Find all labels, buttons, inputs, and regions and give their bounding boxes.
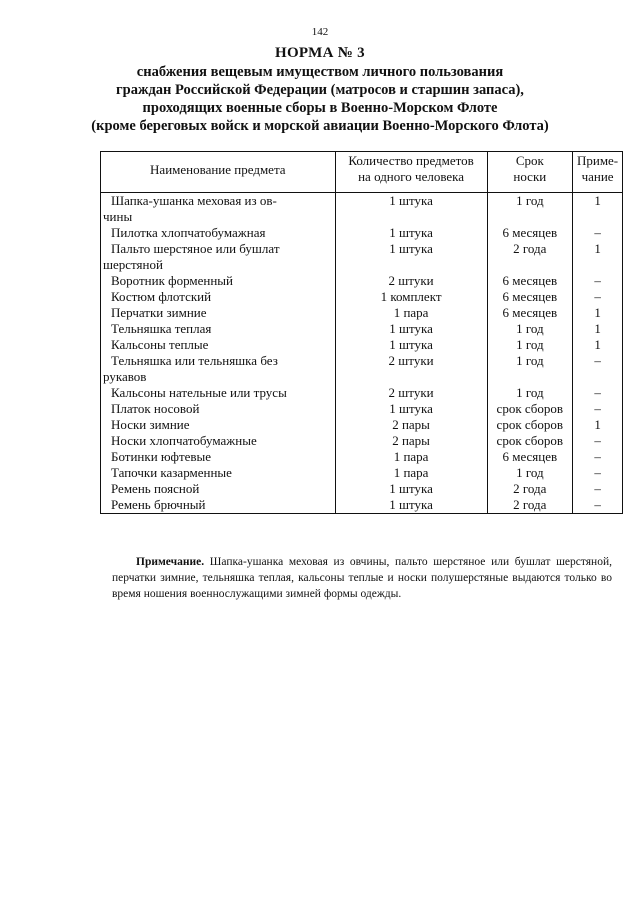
cell-wear-term: 6 месяцев bbox=[487, 289, 573, 305]
cell-wear-term: срок сборов bbox=[487, 401, 573, 417]
footnote bbox=[112, 554, 612, 602]
cell-quantity: 2 пары bbox=[335, 417, 487, 433]
cell-item-name bbox=[101, 225, 336, 241]
cell-remark: 1 bbox=[573, 417, 623, 433]
cell-item-name bbox=[101, 401, 336, 417]
table-row bbox=[101, 449, 623, 465]
cell-wear-term: 1 год bbox=[487, 337, 573, 353]
header-item-name bbox=[101, 152, 336, 193]
item-name-line1: Кальсоны теплые bbox=[111, 337, 209, 352]
cell-item-name bbox=[101, 193, 336, 226]
cell-wear-term: 6 месяцев bbox=[487, 273, 573, 289]
table-row bbox=[101, 273, 623, 289]
footnote-text: Шапка-ушанка меховая из овчины, пальто шерстяное или бушлат шерстяной, перчатки зимние, тельняшка теплая, кальсоны теплые и носки полушерстяные выдаются только во время ношения военнослужащими зимней формы одежды. bbox=[112, 556, 612, 600]
cell-quantity: 2 штуки bbox=[335, 273, 487, 289]
cell-quantity: 2 штуки bbox=[335, 353, 487, 385]
cell-quantity: 1 штука bbox=[335, 401, 487, 417]
cell-item-name bbox=[101, 449, 336, 465]
table-row bbox=[101, 497, 623, 514]
cell-remark: – bbox=[573, 481, 623, 497]
cell-wear-term: срок сборов bbox=[487, 433, 573, 449]
document-title bbox=[0, 44, 640, 135]
cell-wear-term: 2 года bbox=[487, 497, 573, 514]
table-row bbox=[101, 337, 623, 353]
cell-item-name bbox=[101, 305, 336, 321]
cell-remark: 1 bbox=[573, 241, 623, 273]
table-row bbox=[101, 289, 623, 305]
cell-item-name bbox=[101, 417, 336, 433]
cell-remark: 1 bbox=[573, 337, 623, 353]
title-line-3: граждан Российской Федерации (матросов и старшин запаса), bbox=[116, 82, 524, 98]
item-name-line1: Платок носовой bbox=[111, 401, 200, 416]
cell-remark: – bbox=[573, 273, 623, 289]
cell-wear-term: 6 месяцев bbox=[487, 305, 573, 321]
cell-quantity: 1 штука bbox=[335, 241, 487, 273]
cell-quantity: 2 пары bbox=[335, 433, 487, 449]
cell-item-name bbox=[101, 433, 336, 449]
table-row bbox=[101, 193, 623, 226]
table-row bbox=[101, 225, 623, 241]
item-name-line1: Ремень поясной bbox=[111, 481, 200, 496]
table-body bbox=[101, 193, 623, 514]
item-name-line1: Ботинки юфтевые bbox=[111, 449, 212, 464]
item-name-line2: чины bbox=[103, 209, 133, 224]
cell-wear-term: 1 год bbox=[487, 385, 573, 401]
header-remark bbox=[573, 152, 623, 193]
cell-remark: – bbox=[573, 353, 623, 385]
item-name-line1: Носки зимние bbox=[111, 417, 190, 432]
header-wear-term-line2: носки bbox=[513, 169, 547, 184]
cell-remark: – bbox=[573, 289, 623, 305]
table-header-row bbox=[101, 152, 623, 193]
item-name-line2: шерстяной bbox=[103, 257, 163, 272]
cell-remark: 1 bbox=[573, 305, 623, 321]
cell-wear-term: 6 месяцев bbox=[487, 449, 573, 465]
header-quantity bbox=[335, 152, 487, 193]
page-number: 142 bbox=[311, 26, 329, 38]
cell-item-name bbox=[101, 273, 336, 289]
table-row bbox=[101, 401, 623, 417]
header-wear-term bbox=[487, 152, 573, 193]
table-row bbox=[101, 433, 623, 449]
table-row bbox=[101, 241, 623, 273]
cell-quantity: 1 пара bbox=[335, 465, 487, 481]
cell-wear-term: 1 год bbox=[487, 353, 573, 385]
header-remark-line2: чание bbox=[581, 169, 614, 184]
header-wear-term-line1: Срок bbox=[515, 153, 544, 168]
cell-item-name bbox=[101, 337, 336, 353]
cell-quantity: 1 комплект bbox=[335, 289, 487, 305]
cell-remark: – bbox=[573, 449, 623, 465]
item-name-line1: Кальсоны нательные или трусы bbox=[111, 385, 287, 400]
item-name-line1: Ремень брючный bbox=[111, 497, 206, 512]
title-norm-number: НОРМА № 3 bbox=[275, 45, 365, 61]
cell-wear-term: 1 год bbox=[487, 321, 573, 337]
cell-wear-term: срок сборов bbox=[487, 417, 573, 433]
cell-item-name bbox=[101, 353, 336, 385]
title-line-4: проходящих военные сборы в Военно-Морском Флоте bbox=[142, 100, 498, 116]
table-row bbox=[101, 305, 623, 321]
footnote-label: Примечание. bbox=[136, 556, 205, 568]
title-line-2: снабжения вещевым имуществом личного пользования bbox=[136, 64, 504, 80]
cell-item-name bbox=[101, 321, 336, 337]
header-item-name-text: Наименование предмета bbox=[150, 162, 286, 177]
table-row bbox=[101, 321, 623, 337]
cell-remark: – bbox=[573, 433, 623, 449]
cell-quantity: 1 штука bbox=[335, 481, 487, 497]
cell-wear-term: 1 год bbox=[487, 193, 573, 226]
table-row bbox=[101, 417, 623, 433]
table-row bbox=[101, 465, 623, 481]
cell-item-name bbox=[101, 481, 336, 497]
cell-item-name bbox=[101, 385, 336, 401]
cell-wear-term: 2 года bbox=[487, 241, 573, 273]
item-name-line1: Воротник форменный bbox=[111, 273, 233, 288]
cell-item-name bbox=[101, 497, 336, 514]
item-name-line1: Пилотка хлопчатобумажная bbox=[111, 225, 266, 240]
table-row bbox=[101, 353, 623, 385]
item-name-line1: Костюм флотский bbox=[111, 289, 212, 304]
cell-remark: – bbox=[573, 225, 623, 241]
item-name-line1: Тельняшка или тельняшка без bbox=[111, 353, 278, 368]
cell-quantity: 1 штука bbox=[335, 321, 487, 337]
item-name-line1: Перчатки зимние bbox=[111, 305, 207, 320]
header-quantity-line1: Количество предметов bbox=[348, 153, 474, 168]
item-name-line1: Носки хлопчатобумажные bbox=[111, 433, 257, 448]
cell-quantity: 1 штука bbox=[335, 225, 487, 241]
cell-remark: – bbox=[573, 465, 623, 481]
cell-quantity: 1 штука bbox=[335, 193, 487, 226]
item-name-line1: Пальто шерстяное или бушлат bbox=[111, 241, 280, 256]
cell-wear-term: 2 года bbox=[487, 481, 573, 497]
cell-remark: 1 bbox=[573, 193, 623, 226]
header-remark-line1: Приме- bbox=[576, 153, 619, 168]
cell-item-name bbox=[101, 465, 336, 481]
cell-item-name bbox=[101, 241, 336, 273]
cell-item-name bbox=[101, 289, 336, 305]
cell-quantity: 2 штуки bbox=[335, 385, 487, 401]
header-quantity-line2: на одного человека bbox=[358, 169, 465, 184]
table-row bbox=[101, 385, 623, 401]
item-name-line1: Шапка-ушанка меховая из ов- bbox=[111, 193, 277, 208]
cell-remark: 1 bbox=[573, 321, 623, 337]
cell-quantity: 1 штука bbox=[335, 497, 487, 514]
item-name-line1: Тельняшка теплая bbox=[111, 321, 212, 336]
item-name-line1: Тапочки казарменные bbox=[111, 465, 232, 480]
cell-quantity: 1 пара bbox=[335, 449, 487, 465]
cell-remark: – bbox=[573, 401, 623, 417]
supply-norm-table bbox=[100, 151, 623, 514]
cell-remark: – bbox=[573, 385, 623, 401]
table-row bbox=[101, 481, 623, 497]
title-line-5: (кроме береговых войск и морской авиации Военно-Морского Флота) bbox=[91, 118, 549, 134]
cell-quantity: 1 штука bbox=[335, 337, 487, 353]
item-name-line2: рукавов bbox=[103, 369, 147, 384]
cell-wear-term: 1 год bbox=[487, 465, 573, 481]
cell-remark: – bbox=[573, 497, 623, 514]
cell-wear-term: 6 месяцев bbox=[487, 225, 573, 241]
cell-quantity: 1 пара bbox=[335, 305, 487, 321]
